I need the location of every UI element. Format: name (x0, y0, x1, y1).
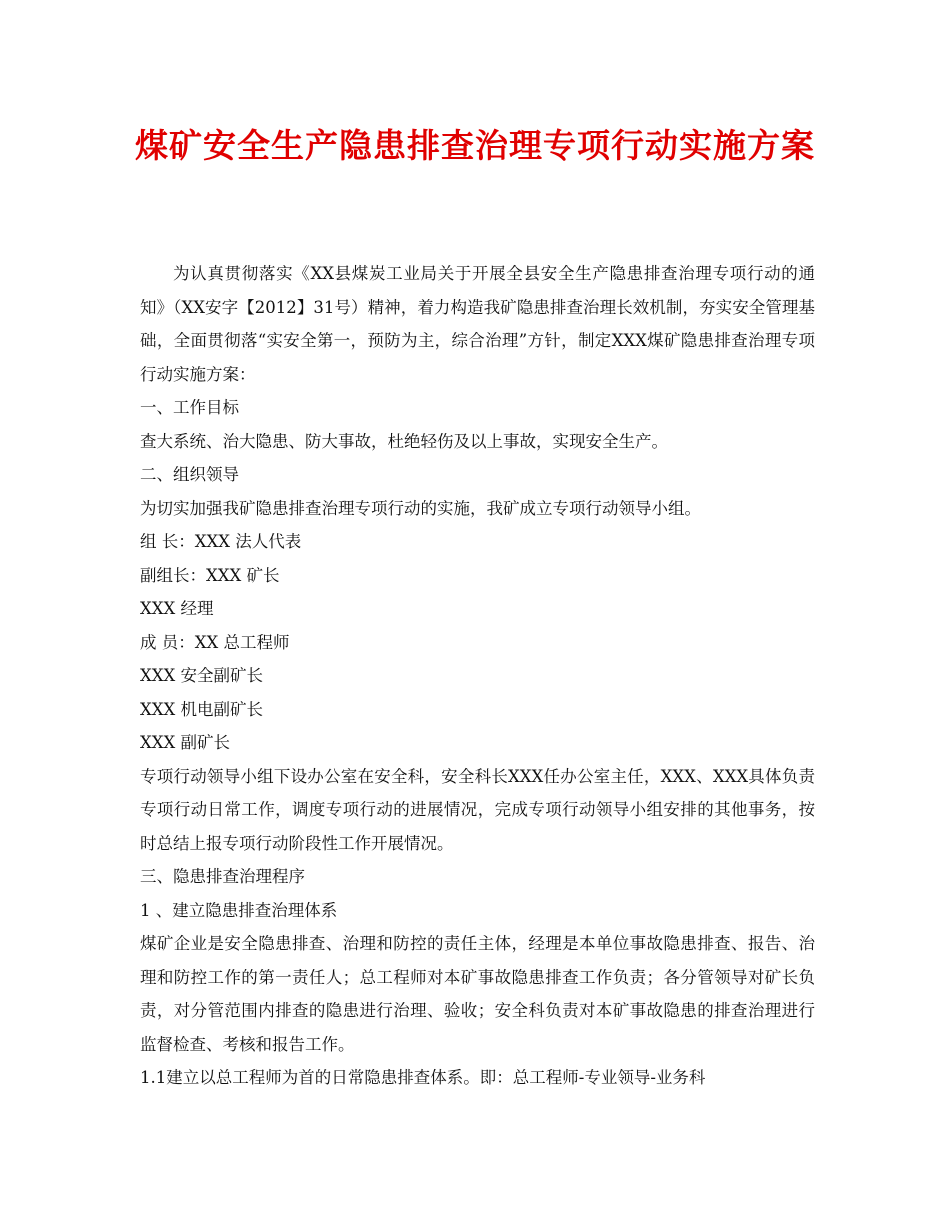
member-line-manager: XXX 经理 (140, 599, 214, 618)
document-body (140, 257, 815, 1095)
member-line-electromech-deputy: XXX 机电副矿长 (140, 699, 263, 719)
daily-system-paragraph: 1.1建立以总工程师为首的日常隐患排查体系。即：总工程师-专业领导-业务科 (140, 1068, 706, 1087)
document-title: 煤矿安全生产隐患排查治理专项行动实施方案 (135, 126, 815, 165)
member-line-leader: 组 长：XXX 法人代表 (140, 532, 302, 551)
member-line-deputy-leader: 副组长：XXX 矿长 (140, 565, 280, 585)
section-heading-organization: 二、组织领导 (140, 465, 239, 484)
intro-paragraph: 为认真贯彻落实《XX县煤炭工业局关于开展全县安全生产隐患排查治理专项行动的通知》（XX安字【2012】31号）精神，着力构造我矿隐患排查治理长效机制，夯实安全管理基础，全面贯彻落“实安全第一，预防为主，综合治理”方针，制定XXX煤矿隐患排查治理专项行动实施方案： (140, 264, 815, 384)
subsection-heading-system: 1 、建立隐患排查治理体系 (140, 900, 338, 920)
office-paragraph: 专项行动领导小组下设办公室在安全科，安全科长XXX任办公室主任，XXX、XXX具体负责专项行动日常工作，调度专项行动的进展情况，完成专项行动领导小组安排的其他事务，按时总结上报专项行动阶段性工作开展情况。 (140, 766, 815, 853)
section-heading-goal: 一、工作目标 (140, 398, 239, 417)
organization-paragraph: 为切实加强我矿隐患排查治理专项行动的实施，我矿成立专项行动领导小组。 (140, 498, 701, 518)
goal-paragraph: 查大系统、治大隐患、防大事故，杜绝轻伤及以上事故，实现安全生产。 (140, 431, 668, 451)
responsibility-paragraph: 煤矿企业是安全隐患排查、治理和防控的责任主体，经理是本单位事故隐患排查、报告、治理和防控工作的第一责任人；总工程师对本矿事故隐患排查工作负责；各分管领导对矿长负责，对分管范围内排查的隐患进行治理、验收；安全科负责对本矿事故隐患的排查治理进行监督检查、考核和报告工作。 (140, 934, 815, 1054)
member-line-deputy-mine-head: XXX 副矿长 (140, 733, 230, 752)
section-heading-procedure: 三、隐患排查治理程序 (140, 867, 305, 886)
member-line-members: 成 员：XX 总工程师 (140, 632, 290, 652)
member-line-safety-deputy: XXX 安全副矿长 (140, 666, 263, 685)
